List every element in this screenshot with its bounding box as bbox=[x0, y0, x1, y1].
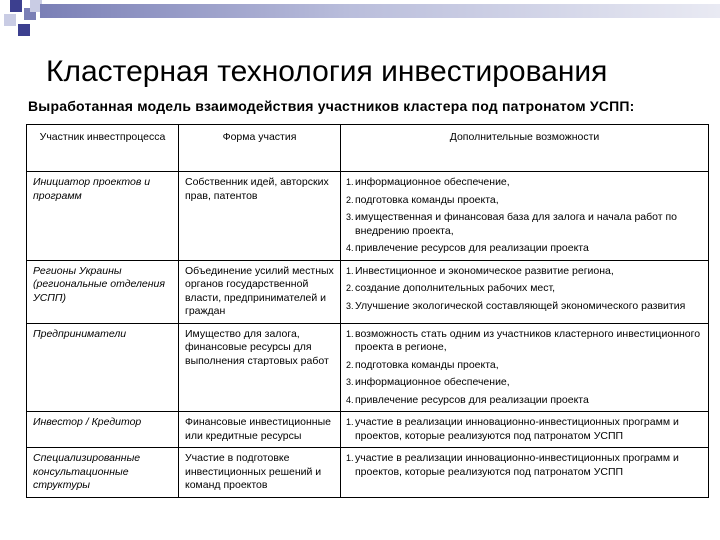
list-item bbox=[347, 282, 702, 296]
list-item bbox=[347, 328, 702, 355]
list-text: подготовка команды проекта, bbox=[355, 358, 499, 371]
list-number: 2. bbox=[346, 359, 354, 370]
options-cell bbox=[341, 323, 709, 412]
options-list bbox=[347, 416, 702, 443]
form-cell: Объединение усилий местных органов государственной власти, предпринимателей и граждан bbox=[179, 260, 341, 323]
list-number: 4. bbox=[346, 243, 354, 253]
list-item bbox=[347, 394, 702, 408]
list-text: создание дополнительных рабочих мест, bbox=[355, 282, 556, 294]
list-item bbox=[347, 211, 702, 238]
list-item bbox=[347, 265, 702, 279]
slide-title: Кластерная технология инвестирования bbox=[46, 55, 608, 88]
list-item bbox=[347, 376, 702, 390]
form-cell: Участие в подготовке инвестиционных решений и команд проектов bbox=[179, 448, 341, 498]
table-row bbox=[27, 260, 709, 323]
options-cell bbox=[341, 260, 709, 323]
list-item bbox=[347, 176, 702, 190]
deco-square bbox=[4, 14, 16, 26]
table-header-row bbox=[27, 125, 709, 172]
options-cell bbox=[341, 172, 709, 261]
header-options: Дополнительные возможности bbox=[341, 125, 709, 172]
list-item bbox=[347, 359, 702, 373]
form-cell: Финансовые инвестиционные или кредитные ресурсы bbox=[179, 412, 341, 448]
header-stripe bbox=[40, 4, 720, 18]
list-text: участие в реализации инновационно-инвестиционных программ и проектов, которые реализуются под патронатом УСПП bbox=[355, 416, 679, 442]
options-list bbox=[347, 452, 702, 479]
list-text: информационное обеспечение, bbox=[355, 176, 510, 188]
header-form: Форма участия bbox=[179, 125, 341, 172]
list-number: 1. bbox=[346, 265, 354, 276]
deco-square bbox=[10, 0, 22, 12]
list-item bbox=[347, 194, 702, 208]
list-text: Инвестиционное и экономическое развитие региона, bbox=[355, 264, 614, 277]
table-row bbox=[27, 172, 709, 261]
table-row bbox=[27, 323, 709, 412]
list-item bbox=[347, 416, 702, 443]
form-cell: Собственник идей, авторских прав, патентов bbox=[179, 172, 341, 261]
list-number: 3. bbox=[346, 212, 354, 222]
list-text: привлечение ресурсов для реализации проекта bbox=[355, 242, 589, 254]
list-text: подготовка команды проекта, bbox=[355, 193, 499, 206]
participant-cell: Инициатор проектов и программ bbox=[27, 172, 179, 261]
options-cell bbox=[341, 412, 709, 448]
form-cell: Имущество для залога, финансовые ресурсы для выполнения стартовых работ bbox=[179, 323, 341, 412]
list-number: 1. bbox=[346, 417, 354, 427]
list-text: возможность стать одним из участников кластерного инвестиционного проекта в регионе, bbox=[355, 327, 701, 353]
list-text: информационное обеспечение, bbox=[355, 376, 510, 388]
options-list bbox=[347, 265, 702, 314]
options-cell bbox=[341, 448, 709, 498]
table-row bbox=[27, 448, 709, 498]
list-number: 1. bbox=[346, 453, 354, 463]
deco-square bbox=[18, 24, 30, 36]
list-number: 4. bbox=[346, 394, 354, 405]
list-number: 1. bbox=[346, 328, 354, 339]
list-text: Улучшение экологической составляющей экономического развития bbox=[355, 299, 686, 312]
list-text: участие в реализации инновационно-инвестиционных программ и проектов, которые реализуются под патронатом УСПП bbox=[355, 452, 679, 478]
options-list bbox=[347, 328, 702, 408]
list-number: 1. bbox=[346, 177, 354, 187]
list-number: 3. bbox=[346, 300, 354, 311]
participant-cell: Регионы Украины (региональные отделения УСПП) bbox=[27, 260, 179, 323]
options-list bbox=[347, 176, 702, 256]
table-row bbox=[27, 412, 709, 448]
participants-table bbox=[26, 124, 709, 498]
list-number: 2. bbox=[346, 194, 354, 205]
list-item bbox=[347, 452, 702, 479]
participant-cell: Инвестор / Кредитор bbox=[27, 412, 179, 448]
participant-cell: Предприниматели bbox=[27, 323, 179, 412]
list-number: 2. bbox=[346, 283, 354, 293]
participant-cell: Специализированные консультационные структуры bbox=[27, 448, 179, 498]
slide-subtitle: Выработанная модель взаимодействия участников кластера под патронатом УСПП: bbox=[28, 98, 635, 114]
list-number: 3. bbox=[346, 377, 354, 387]
header-participant: Участник инвестпроцесса bbox=[27, 125, 179, 172]
list-text: привлечение ресурсов для реализации проекта bbox=[355, 393, 589, 406]
list-text: имущественная и финансовая база для залога и начала работ по внедрению проекта, bbox=[355, 211, 677, 237]
list-item bbox=[347, 242, 702, 256]
list-item bbox=[347, 300, 702, 314]
